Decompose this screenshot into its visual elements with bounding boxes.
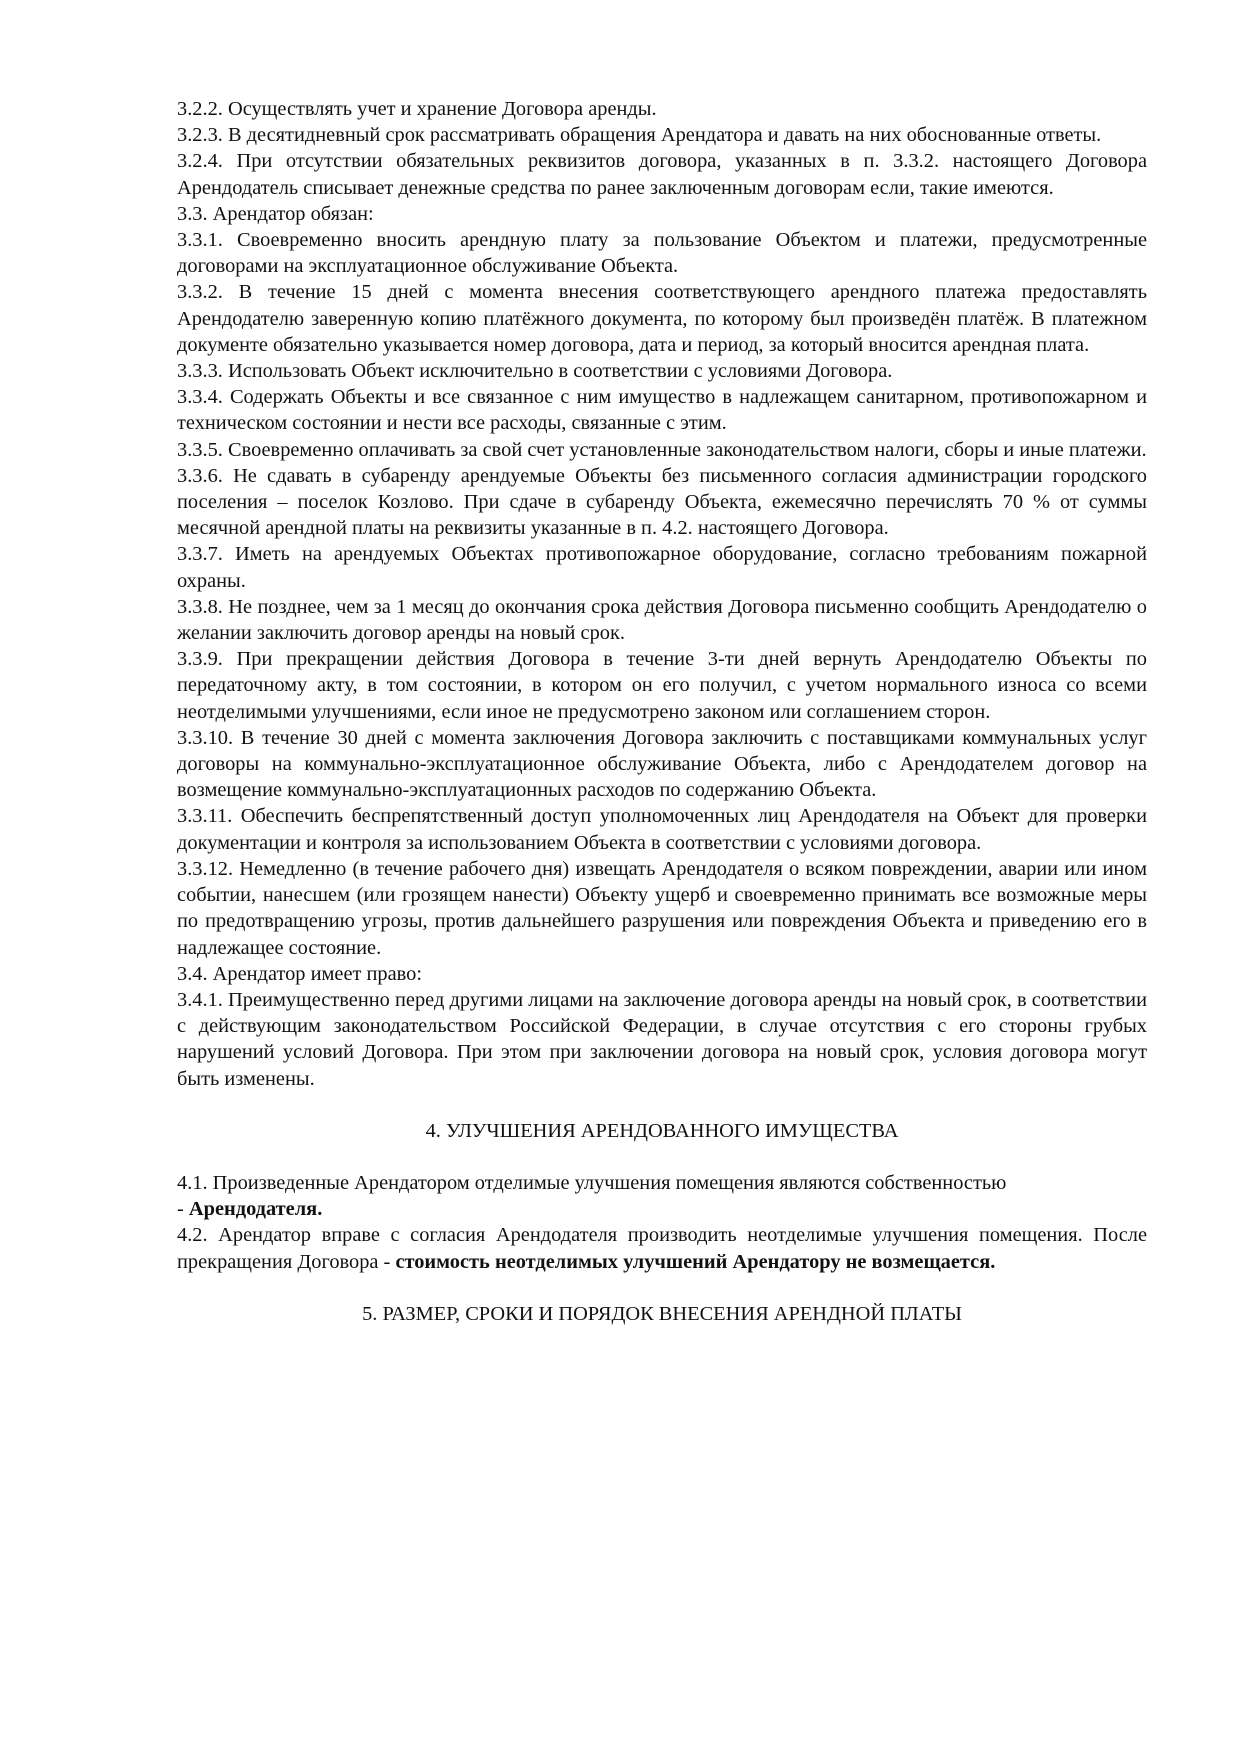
clause-3-3-7: 3.3.7. Иметь на арендуемых Объектах противопожарное оборудование, согласно требованиям пожарной охраны. [177,543,1147,592]
clause-3-3-8: 3.3.8. Не позднее, чем за 1 месяц до окончания срока действия Договора письменно сообщить Арендодателю о желании заключить договор аренды на новый срок. [177,595,1147,645]
clause-4-1-text: 4.1. Произведенные Арендатором отделимые улучшения помещения являются собственностью [177,1171,1007,1194]
clause-3-3-5: 3.3.5. Своевременно оплачивать за свой счет установленные законодательством налоги, сборы и иные платежи. [177,438,1147,461]
clause-4-1-bold: Арендодателя. [188,1198,323,1221]
document-page [177,96,1147,1327]
clause-3-3-6: 3.3.6. Не сдавать в субаренду арендуемые Объекты без письменного согласия администрации городского поселения – поселок Козлово. При сдаче в субаренду Объекта, ежемесячно перечислять 70 % от суммы месячной арендной платы на реквизиты указанные в п. 4.2. настоящего Договора. [177,464,1147,540]
clause-4-2-bold: стоимость неотделимых улучшений Арендатору не возмещается. [395,1250,996,1273]
clause-4-1 [177,1170,1147,1222]
clause-3-3-4: 3.3.4. Содержать Объекты и все связанное с ним имущество в надлежащем санитарном, противопожарном и техническом состоянии и нести все расходы, связанные с этим. [177,386,1147,435]
section-4-heading: 4. УЛУЧШЕНИЯ АРЕНДОВАННОГО ИМУЩЕСТВА [425,1119,899,1142]
clause-3-2-2: 3.2.2. Осуществлять учет и хранение Договора аренды. [177,98,657,120]
clause-3-3-9: 3.3.9. При прекращении действия Договора в течение 3-ти дней вернуть Арендодателю Объекты по передаточному акту, в том состоянии, в котором он его получил, с учетом нормального износа со всеми неотделимыми улучшениями, если иное не предусмотрено законом или соглашением сторон. [177,648,1147,723]
clause-4-2-text: 4.2. Арендатор вправе с согласия Арендодателя производить неотделимые улучшения помещения. После прекращения Договора - [177,1224,1147,1273]
clause-3-3-1: 3.3.1. Своевременно вносить арендную плату за пользование Объектом и платежи, предусмотренные договорами на эксплуатационное обслуживание Объекта. [177,229,1147,278]
clause-3-3-12: 3.3.12. Немедленно (в течение рабочего дня) извещать Арендодателя о всяком повреждении, аварии или ином событии, нанесшем (или грозящем нанести) Объекту ущерб и своевременно принимать все возможные меры по предотвращению угрозы, против дальнейшего разрушения или повреждения Объекта и приведению его в надлежащее состояние. [177,857,1147,959]
clause-3-3-3: 3.3.3. Использовать Объект исключительно в соответствии с условиями Договора. [177,360,893,383]
section-5-heading: 5. РАЗМЕР, СРОКИ И ПОРЯДОК ВНЕСЕНИЯ АРЕНДНОЙ ПЛАТЫ [362,1302,962,1325]
clause-4-1-prefix: - [177,1198,189,1221]
clause-3-3-2: 3.3.2. В течение 15 дней с момента внесения соответствующего арендного платежа предоставлять Арендодателю заверенную копию платёжного документа, по которому был произведён платёж. В платежном документе обязательно указывается номер договора, дата и период, за который вносится арендная плата. [177,281,1147,356]
clause-3-3: 3.3. Арендатор обязан: [177,202,374,225]
clause-4-2 [177,1222,1147,1274]
clause-3-2-3: 3.2.3. В десятидневный срок рассматривать обращения Арендатора и давать на них обоснованные ответы. [177,124,1102,147]
clause-3-3-10: 3.3.10. В течение 30 дней с момента заключения Договора заключить с поставщиками коммунальных услуг договоры на коммунально-эксплуатационное обслуживание Объекта, либо с Арендодателем договор на возмещение коммунально-эксплуатационных расходов по содержанию Объекта. [177,726,1147,802]
clause-3-4: 3.4. Арендатор имеет право: [177,962,423,985]
clause-3-3-11: 3.3.11. Обеспечить беспрепятственный доступ уполномоченных лиц Арендодателя на Объект для проверки документации и контроля за использованием Объекта в соответствии с условиями договора. [177,805,1147,854]
clause-3-4-1: 3.4.1. Преимущественно перед другими лицами на заключение договора аренды на новый срок, в соответствии с действующим законодательством Российской Федерации, в случае отсутствия с его стороны грубых нарушений условий Договора. При этом при заключении договора на новый срок, условия договора могут быть изменены. [177,988,1147,1090]
clause-3-2-4: 3.2.4. При отсутствии обязательных реквизитов договора, указанных в п. 3.3.2. настоящего Договора Арендодатель списывает денежные средства по ранее заключенным договорам если, такие имеются. [177,150,1147,199]
